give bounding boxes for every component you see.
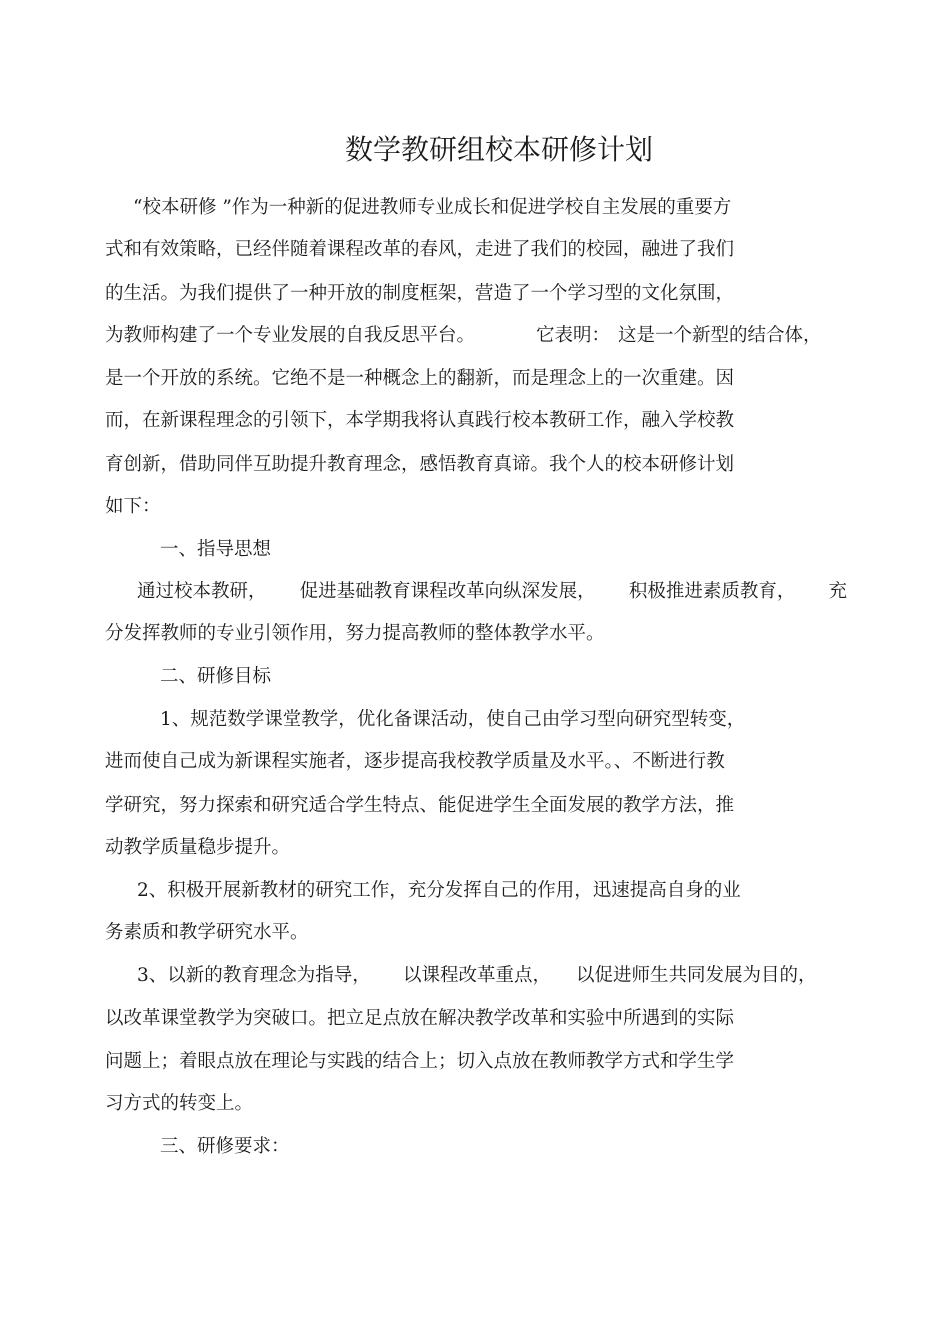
goal-3-line-1-part-1: 3、以新的教育理念为指导， xyxy=(137,965,371,986)
goal-2-line-1: 2、积极开展新教材的研究工作，充分发挥自己的作用，迅速提高自身的业 xyxy=(137,880,741,901)
intro-line-4: 为教师构建了一个专业发展的自我反思平台。 xyxy=(105,325,476,346)
intro-line-7: 育创新，借助同伴互助提升教育理念，感悟教育真谛。我个人的校本研修计划 xyxy=(105,454,735,475)
goal-1-line-1: 1、规范数学课堂教学，优化备课活动，使自己由学习型向研究型转变， xyxy=(160,709,746,730)
section1-line-2: 分发挥教师的专业引领作用，努力提高教师的整体教学水平。 xyxy=(105,623,605,644)
intro-line-2: 式和有效策略，已经伴随着课程改革的春风，走进了我们的校园，融进了我们 xyxy=(105,239,735,260)
goal-1-line-4: 动教学质量稳步提升。 xyxy=(105,837,291,858)
goal-3-line-4: 习方式的转变上。 xyxy=(105,1093,254,1114)
goal-2-line-2: 务素质和教学研究水平。 xyxy=(105,922,309,943)
intro-line-4-c: 这是一个新型的结合体， xyxy=(618,325,822,346)
goal-1-line-2: 进而使自己成为新课程实施者，逐步提高我校教学质量及水平。、不断进行教 xyxy=(105,751,725,772)
section-heading-goals: 二、研修目标 xyxy=(160,666,272,687)
intro-line-4-b: 它表明： xyxy=(536,325,611,346)
section-heading-requirements: 三、研修要求： xyxy=(160,1136,290,1157)
goal-3-line-2: 以改革课堂教学为突破口。把立足点放在解决教学改革和实验中所遇到的实际 xyxy=(105,1008,735,1029)
goal-3-line-1-part-3: 以促进师生共同发展为目的， xyxy=(576,965,817,986)
intro-line-8: 如下： xyxy=(105,496,161,517)
goal-1-line-3: 学研究，努力探索和研究适合学生特点、能促进学生全面发展的教学方法，推 xyxy=(105,795,735,816)
intro-line-3: 的生活。为我们提供了一种开放的制度框架，营造了一个学习型的文化氛围， xyxy=(105,283,735,304)
intro-line-5: 是一个开放的系统。它绝不是一种概念上的翻新，而是理念上的一次重建。因 xyxy=(105,368,735,389)
section1-line-1-part-2: 促进基础教育课程改革向纵深发展， xyxy=(299,581,596,602)
goal-3-line-1-part-2: 以课程改革重点， xyxy=(403,965,552,986)
section1-line-1-part-1: 通过校本教研， xyxy=(137,581,267,602)
document-title: 数学教研组校本研修计划 xyxy=(345,133,654,166)
section1-line-1-part-3: 积极推进素质教育， xyxy=(628,581,796,602)
goal-3-line-3: 问题上；着眼点放在理论与实践的结合上；切入点放在教师教学方式和学生学 xyxy=(105,1051,735,1072)
section1-line-1-part-4: 充 xyxy=(828,581,847,602)
section-heading-guiding-ideology: 一、指导思想 xyxy=(160,539,272,560)
section1-line-1 xyxy=(137,579,847,605)
intro-line-6: 而，在新课程理念的引领下，本学期我将认真践行校本教研工作，融入学校教 xyxy=(105,410,735,431)
intro-line-1: “校本研修 ”作为一种新的促进教师专业成长和促进学校自主发展的重要方 xyxy=(133,197,732,218)
